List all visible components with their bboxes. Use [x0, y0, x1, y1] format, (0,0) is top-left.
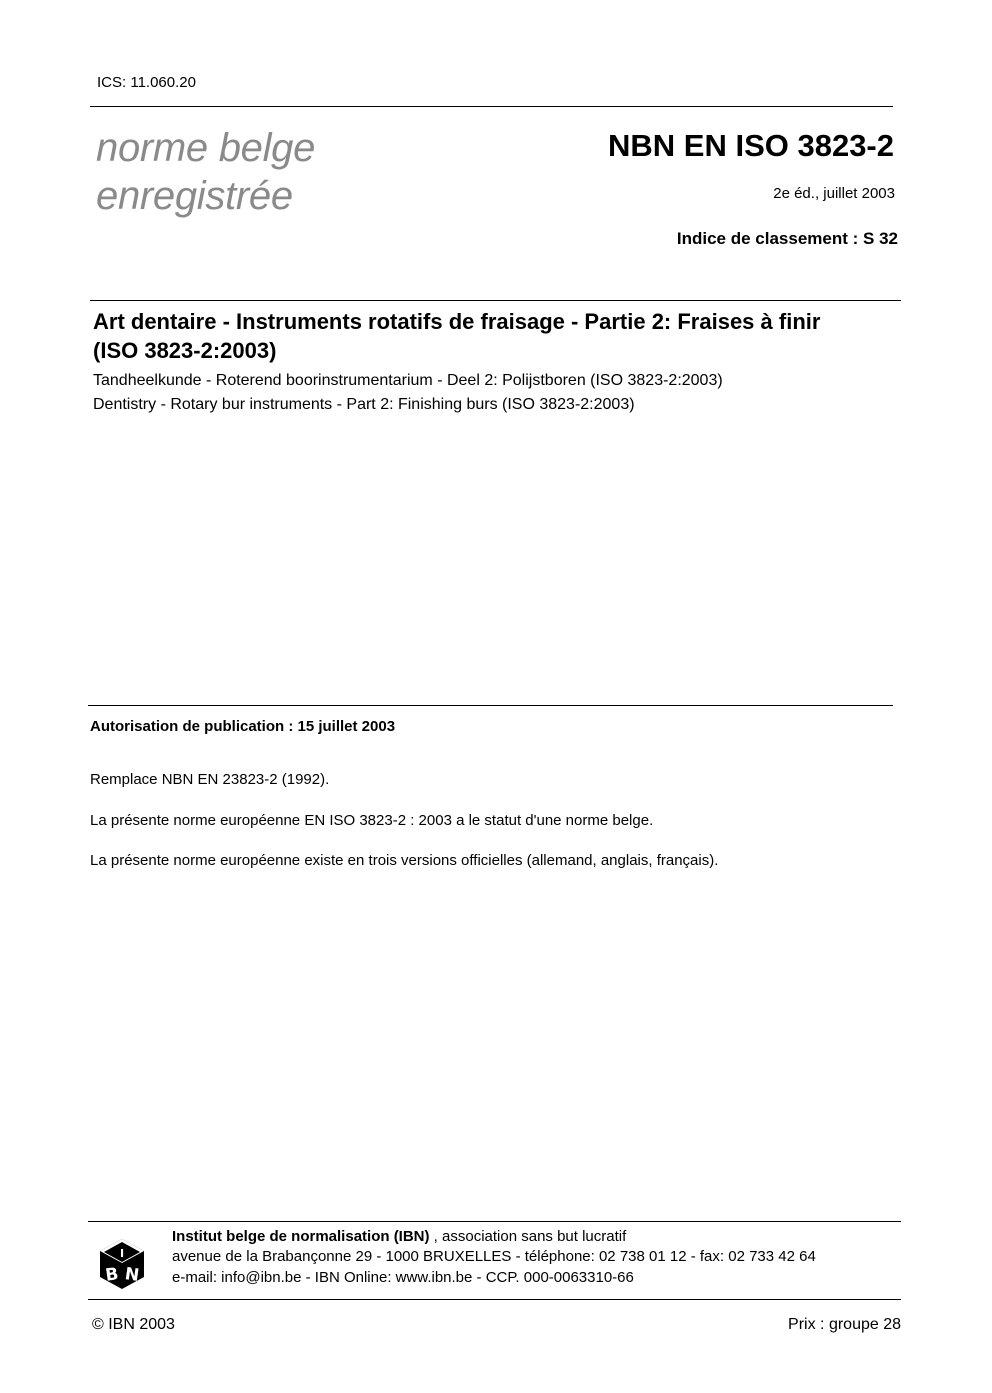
title-divider	[90, 300, 901, 301]
svg-text:I: I	[119, 1247, 125, 1260]
publication-authorization: Autorisation de publication : 15 juillet 2003	[90, 718, 396, 735]
ibn-logo-icon	[96, 1235, 148, 1291]
title-english: Dentistry - Rotary bur instruments - Part 2: Finishing burs (ISO 3823-2:2003)	[93, 396, 635, 413]
brand-line-2: enregistrée	[96, 174, 293, 218]
institute-name: Institut belge de normalisation (IBN)	[172, 1228, 430, 1245]
status-note: La présente norme européenne EN ISO 3823-2 : 2003 a le statut d'une norme belge.	[90, 812, 654, 829]
footer-divider-top	[88, 1221, 901, 1222]
edition-date: 2e éd., juillet 2003	[773, 185, 895, 202]
institute-address: avenue de la Brabançonne 29 - 1000 BRUXELLES - téléphone: 02 738 01 12 - fax: 02 733 42 64	[172, 1248, 816, 1265]
title-line-2: (ISO 3823-2:2003)	[93, 338, 277, 363]
classification-index: Indice de classement : S 32	[676, 229, 898, 248]
footer-divider-bottom	[88, 1299, 901, 1300]
svg-text:N: N	[123, 1264, 141, 1286]
replaces-note: Remplace NBN EN 23823-2 (1992).	[90, 771, 330, 788]
versions-note: La présente norme européenne existe en trois versions officielles (allemand, anglais, français).	[90, 852, 719, 869]
copyright: © IBN 2003	[92, 1316, 175, 1333]
price-group: Prix : groupe 28	[788, 1316, 901, 1333]
standard-number: NBN EN ISO 3823-2	[608, 128, 894, 163]
ics-code: ICS: 11.060.20	[97, 74, 196, 91]
brand-line-1: norme belge	[96, 126, 316, 170]
institute-line	[172, 1228, 626, 1245]
institute-contact: e-mail: info@ibn.be - IBN Online: www.ibn.be - CCP. 000-0063310-66	[172, 1269, 634, 1286]
svg-text:B: B	[104, 1264, 120, 1286]
document-title	[93, 307, 820, 365]
body-divider	[88, 705, 893, 706]
title-line-1: Art dentaire - Instruments rotatifs de fraisage - Partie 2: Fraises à finir	[93, 309, 821, 334]
header-divider	[90, 106, 893, 107]
institute-suffix: , association sans but lucratif	[429, 1228, 627, 1245]
title-dutch: Tandheelkunde - Roterend boorinstrumentarium - Deel 2: Polijstboren (ISO 3823-2:2003)	[93, 372, 723, 389]
